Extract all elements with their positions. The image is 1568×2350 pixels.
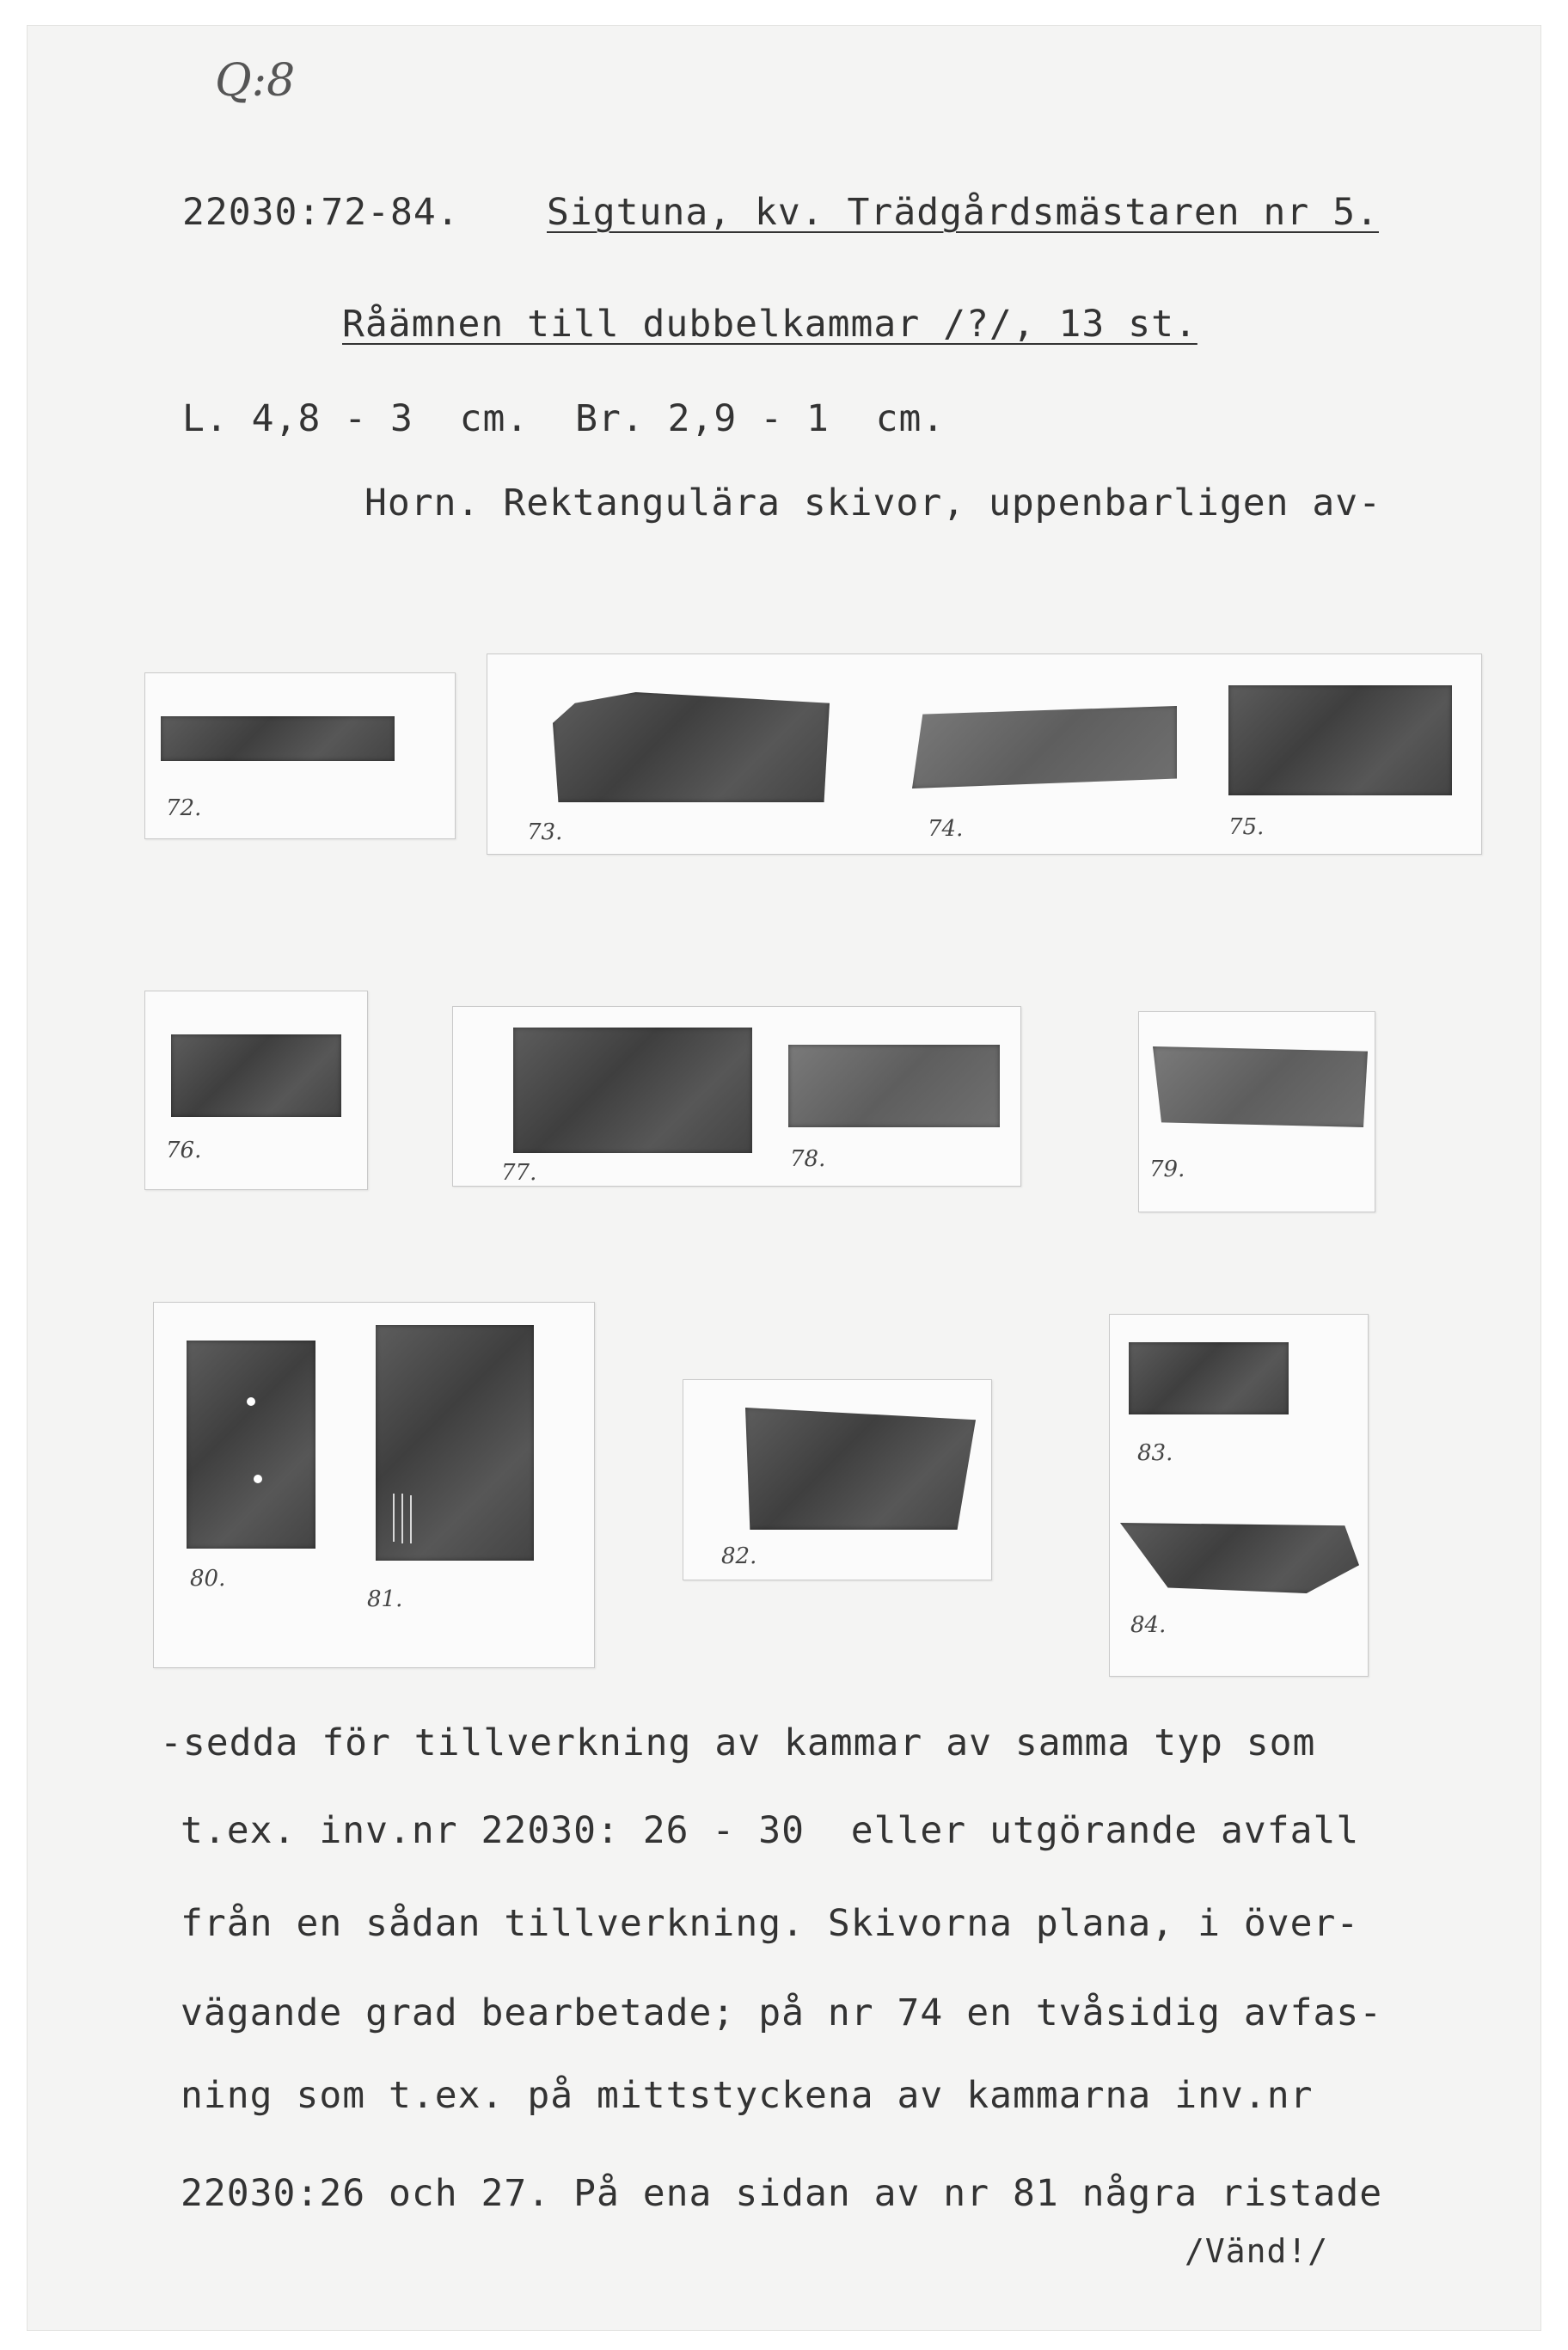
photo-76: [144, 991, 368, 1190]
label-80: 80.: [190, 1566, 226, 1592]
label-72: 72.: [166, 795, 202, 821]
label-74: 74.: [928, 816, 964, 842]
find-location: Sigtuna, kv. Trädgårdsmästaren nr 5.: [547, 191, 1379, 234]
description-line-5: ning som t.ex. på mittstyckena av kammarna inv.nr: [181, 2074, 1314, 2117]
label-79: 79.: [1149, 1157, 1185, 1182]
label-73: 73.: [527, 819, 563, 845]
specimen-72: [161, 716, 395, 761]
incised-line: [401, 1494, 403, 1543]
perforation: [254, 1475, 262, 1483]
corner-mark: Q:8: [215, 55, 296, 107]
description-line-3: från en sådan tillverkning. Skivorna plana, i över-: [181, 1902, 1360, 1945]
specimen-74: [912, 706, 1177, 788]
label-76: 76.: [166, 1138, 202, 1163]
specimen-78: [788, 1045, 1000, 1127]
label-75: 75.: [1228, 814, 1265, 840]
specimen-77: [513, 1028, 752, 1153]
inventory-number: 22030:72-84.: [182, 191, 460, 234]
turn-page-note: /Vänd!/: [1185, 2232, 1329, 2270]
specimen-84: [1120, 1523, 1359, 1593]
dimensions: L. 4,8 - 3 cm. Br. 2,9 - 1 cm.: [182, 397, 946, 440]
specimen-80: [187, 1341, 315, 1549]
incised-line: [410, 1495, 412, 1543]
photo-83-84: [1109, 1314, 1369, 1677]
description-line-2: t.ex. inv.nr 22030: 26 - 30 eller utgörande avfall: [181, 1809, 1360, 1852]
photo-82: [683, 1379, 992, 1580]
label-84: 84.: [1130, 1612, 1167, 1638]
photo-80-81: [153, 1302, 595, 1668]
object-title: Råämnen till dubbelkammar /?/, 13 st.: [342, 303, 1197, 346]
specimen-75: [1228, 685, 1452, 795]
specimen-76: [171, 1034, 341, 1117]
photo-79: [1138, 1011, 1375, 1212]
specimen-82: [745, 1408, 976, 1530]
description-line-4: vägande grad bearbetade; på nr 74 en tvåsidig avfas-: [181, 1991, 1383, 2034]
label-81: 81.: [367, 1586, 403, 1612]
specimen-73: [553, 692, 830, 802]
specimen-79: [1153, 1046, 1368, 1127]
incised-line: [393, 1494, 395, 1542]
specimen-83: [1129, 1342, 1289, 1414]
label-77: 77.: [501, 1160, 537, 1186]
description-line-1: -sedda för tillverkning av kammar av samma typ som: [160, 1721, 1316, 1764]
label-82: 82.: [721, 1543, 757, 1569]
specimen-81: [376, 1325, 534, 1561]
label-78: 78.: [790, 1146, 826, 1172]
photo-77-78: [452, 1006, 1021, 1187]
perforation: [247, 1397, 255, 1406]
photo-73-75: [487, 653, 1482, 855]
label-83: 83.: [1137, 1440, 1173, 1466]
photo-72: [144, 672, 456, 839]
description-line-6: 22030:26 och 27. På ena sidan av nr 81 några ristade: [181, 2172, 1383, 2215]
description-start: Horn. Rektangulära skivor, uppenbarligen av-: [364, 482, 1382, 525]
